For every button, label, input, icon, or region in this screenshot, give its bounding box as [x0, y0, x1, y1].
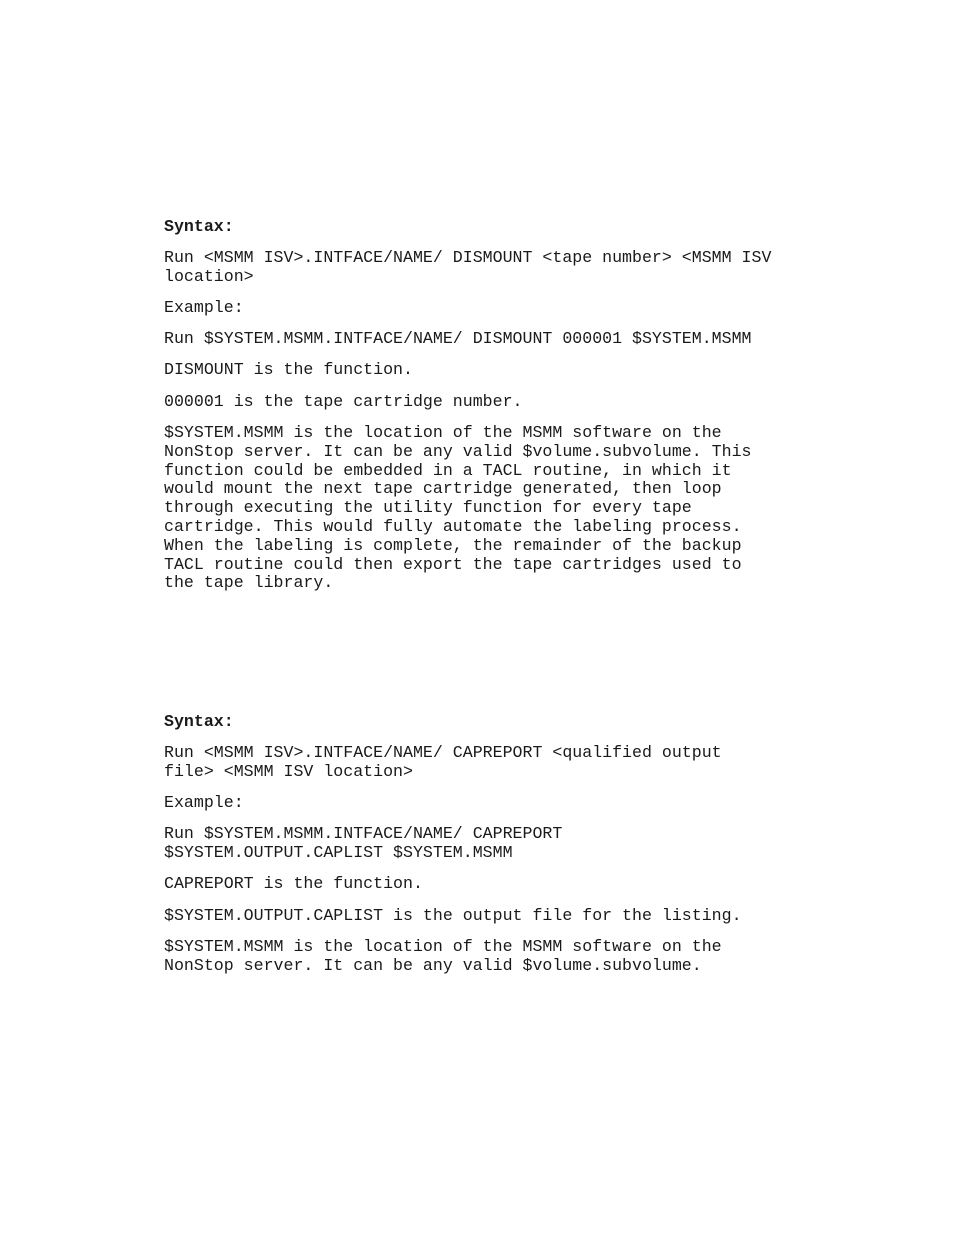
- dismount-section: [164, 218, 864, 606]
- example-command: Run $SYSTEM.MSMM.INTFACE/NAME/ DISMOUNT 000001 $SYSTEM.MSMM: [164, 329, 752, 349]
- syntax-line: Run <MSMM ISV>.INTFACE/NAME/ DISMOUNT <tape number> <MSMM ISV location>: [164, 247, 772, 286]
- location-note: $SYSTEM.MSMM is the location of the MSMM software on the NonStop server. It can be any valid $volume.subvolume. This function could be embedded in a TACL routine, in which it would mount the next tape cartridge generated, then loop through executing the utility function for every tape cartridge. This would fully automate the labeling process. When the labeling is complete, the remainder of the backup TACL routine could then export the tape cartridges used to the tape library.: [164, 423, 752, 593]
- syntax-line: Run <MSMM ISV>.INTFACE/NAME/ CAPREPORT <qualified output file> <MSMM ISV location>: [164, 742, 722, 781]
- syntax-heading: Syntax:: [164, 712, 234, 731]
- tape-number-note: 000001 is the tape cartridge number.: [164, 391, 523, 411]
- example-command: Run $SYSTEM.MSMM.INTFACE/NAME/ CAPREPORT $SYSTEM.OUTPUT.CAPLIST $SYSTEM.MSMM: [164, 824, 563, 862]
- function-note: DISMOUNT is the function.: [164, 360, 413, 380]
- example-label: Example:: [164, 792, 244, 812]
- syntax-heading: Syntax:: [164, 217, 234, 236]
- example-label: Example:: [164, 297, 244, 317]
- capreport-section: [164, 713, 864, 988]
- location-note: $SYSTEM.MSMM is the location of the MSMM software on the NonStop server. It can be any valid $volume.subvolume.: [164, 936, 722, 975]
- function-note: CAPREPORT is the function.: [164, 874, 423, 894]
- output-file-note: $SYSTEM.OUTPUT.CAPLIST is the output file for the listing.: [164, 905, 742, 925]
